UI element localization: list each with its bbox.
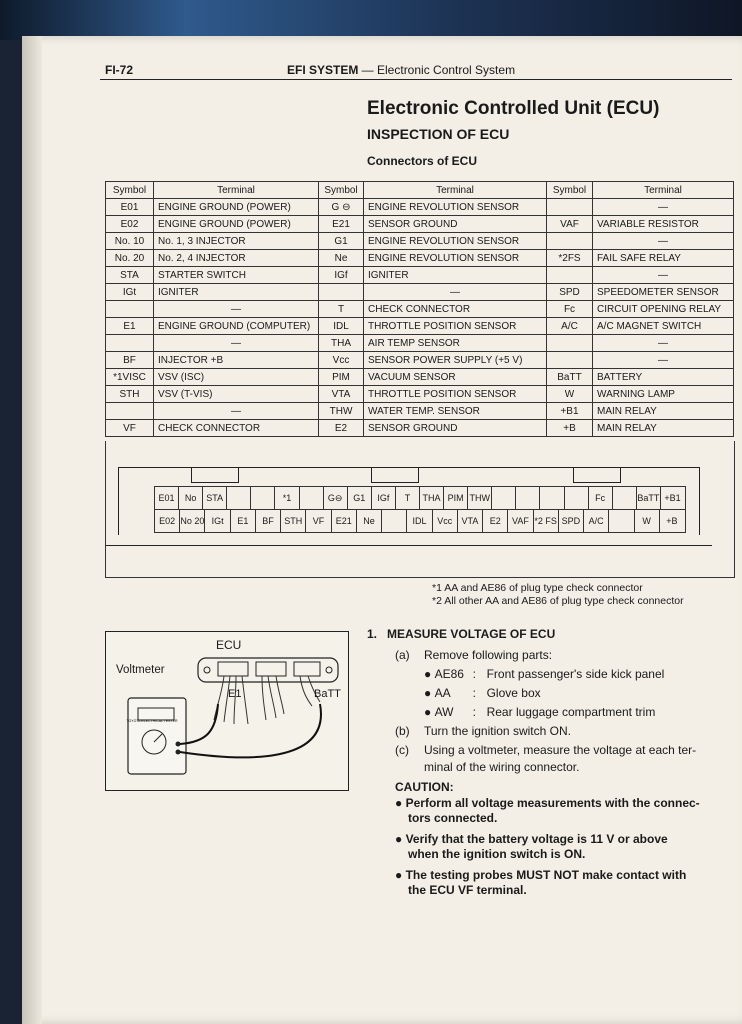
connector-diagram bbox=[105, 441, 735, 578]
symbol-cell: IGf bbox=[319, 267, 364, 284]
separator: : bbox=[472, 705, 476, 719]
symbol-cell: Ne bbox=[319, 250, 364, 267]
ecu-mount-hole bbox=[326, 667, 332, 673]
connector-pin: E02 bbox=[155, 510, 180, 532]
table-header-row bbox=[106, 182, 734, 199]
terminal-cell: No. 1, 3 INJECTOR bbox=[154, 233, 319, 250]
connector-pin: BF bbox=[256, 510, 281, 532]
symbol-cell: E2 bbox=[319, 420, 364, 437]
table-row bbox=[106, 369, 734, 386]
terminal-cell: INJECTOR +B bbox=[154, 352, 319, 369]
symbol-cell: THW bbox=[319, 403, 364, 420]
instruction-c bbox=[395, 741, 735, 760]
model-code: AW bbox=[434, 705, 454, 719]
terminal-cell: — bbox=[154, 301, 319, 318]
symbol-cell: E01 bbox=[106, 199, 154, 216]
connector-pin: *2 FS bbox=[534, 510, 559, 532]
connector-pin: G1 bbox=[348, 487, 372, 509]
terminal-cell: MAIN RELAY bbox=[593, 420, 734, 437]
ecu-connector bbox=[294, 662, 320, 676]
caution-line bbox=[395, 811, 740, 826]
connector-pin: Vcc bbox=[433, 510, 458, 532]
table-row bbox=[106, 352, 734, 369]
connector-table bbox=[105, 181, 734, 437]
connector-pin: W bbox=[635, 510, 660, 532]
caution-text: the ECU VF terminal. bbox=[408, 883, 527, 897]
step-instructions bbox=[395, 646, 735, 775]
table-row bbox=[106, 233, 734, 250]
terminal-cell: CIRCUIT OPENING RELAY bbox=[593, 301, 734, 318]
connector-pin bbox=[251, 487, 275, 509]
removal-item bbox=[395, 665, 735, 684]
symbol-cell: VF bbox=[106, 420, 154, 437]
connector-pin: +B bbox=[666, 516, 678, 526]
table-row bbox=[106, 403, 734, 420]
symbol-cell: BaTT bbox=[547, 369, 593, 386]
voltmeter-body bbox=[128, 698, 186, 774]
terminal-cell: VSV (T-VIS) bbox=[154, 386, 319, 403]
symbol-cell: No. 10 bbox=[106, 233, 154, 250]
terminal-cell: WATER TEMP. SENSOR bbox=[364, 403, 547, 420]
symbol-cell bbox=[547, 233, 593, 250]
connector-pin: STH bbox=[281, 510, 306, 532]
symbol-cell bbox=[106, 335, 154, 352]
connector-pin bbox=[516, 487, 540, 509]
terminal-cell: BATTERY bbox=[593, 369, 734, 386]
instruction-label: (c) bbox=[395, 743, 409, 757]
caution-item bbox=[395, 832, 740, 862]
symbol-cell bbox=[547, 267, 593, 284]
terminal-cell: — bbox=[593, 267, 734, 284]
caution-text: The testing probes MUST NOT make contact with bbox=[405, 868, 687, 882]
symbol-cell: Fc bbox=[547, 301, 593, 318]
manual-page bbox=[22, 36, 742, 1024]
symbol-cell: E02 bbox=[106, 216, 154, 233]
bullet-icon: ● bbox=[395, 796, 406, 810]
connector-pin: T bbox=[396, 487, 420, 509]
table-row bbox=[106, 199, 734, 216]
header-rule bbox=[100, 79, 732, 80]
bullet-icon: ● bbox=[424, 705, 435, 719]
symbol-cell: *2FS bbox=[547, 250, 593, 267]
connector-pin: IGt bbox=[205, 510, 230, 532]
terminal-cell: — bbox=[593, 352, 734, 369]
terminal-cell: — bbox=[154, 335, 319, 352]
terminal-cell: FAIL SAFE RELAY bbox=[593, 250, 734, 267]
caution-item bbox=[395, 868, 740, 898]
step-heading bbox=[367, 627, 555, 641]
instruction-label: (b) bbox=[395, 724, 410, 738]
table-row bbox=[106, 267, 734, 284]
instruction-text: Turn the ignition switch ON. bbox=[424, 724, 571, 738]
caution-text: when the ignition switch is ON. bbox=[408, 847, 586, 861]
voltmeter-label: Voltmeter bbox=[116, 664, 165, 676]
page-title: Electronic Controlled Unit (ECU) bbox=[367, 98, 660, 119]
running-header-section: EFI SYSTEM bbox=[287, 63, 359, 77]
instruction-text: minal of the wiring connector. bbox=[424, 760, 580, 774]
separator: : bbox=[472, 667, 476, 681]
symbol-cell: BF bbox=[106, 352, 154, 369]
symbol-cell: *1VISC bbox=[106, 369, 154, 386]
connector-pin: Fc bbox=[589, 487, 613, 509]
caution-heading: CAUTION: bbox=[395, 780, 454, 794]
instruction-c-continued bbox=[395, 760, 735, 775]
caution-item bbox=[395, 796, 740, 826]
connector-pin: BaTT bbox=[637, 487, 661, 509]
connector-pin: *1 bbox=[275, 487, 299, 509]
meter-brand-text: TOYOTA ELECTRICAL TESTER bbox=[126, 719, 178, 723]
terminal-cell: SENSOR GROUND bbox=[364, 216, 547, 233]
terminal-cell: IGNITER bbox=[364, 267, 547, 284]
symbol-cell: VAF bbox=[547, 216, 593, 233]
connector-pin bbox=[613, 487, 637, 509]
bullet-icon: ● bbox=[424, 667, 435, 681]
terminal-cell: CHECK CONNECTOR bbox=[154, 420, 319, 437]
connector-top-row bbox=[154, 486, 686, 510]
symbol-cell: SPD bbox=[547, 284, 593, 301]
symbol-cell: STA bbox=[106, 267, 154, 284]
connector-pin bbox=[540, 487, 564, 509]
symbol-cell bbox=[319, 284, 364, 301]
table-row bbox=[106, 216, 734, 233]
terminal-cell: — bbox=[593, 233, 734, 250]
table-row bbox=[106, 335, 734, 352]
separator: : bbox=[472, 686, 476, 700]
footnotes bbox=[432, 582, 684, 608]
connector-key-left bbox=[191, 467, 239, 483]
background-band bbox=[0, 0, 742, 40]
connector-pin: +B1 bbox=[664, 493, 681, 503]
terminal-cell: SPEEDOMETER SENSOR bbox=[593, 284, 734, 301]
bullet-icon: ● bbox=[395, 832, 406, 846]
caution-line bbox=[395, 832, 740, 847]
connector-pin bbox=[227, 487, 251, 509]
removal-item bbox=[395, 684, 735, 703]
table-header: Symbol bbox=[106, 182, 154, 199]
table-header: Symbol bbox=[319, 182, 364, 199]
running-header bbox=[287, 63, 515, 77]
caution-text: Verify that the battery voltage is 11 V or above bbox=[405, 832, 668, 846]
table-header: Terminal bbox=[154, 182, 319, 199]
terminal-cell: CHECK CONNECTOR bbox=[364, 301, 547, 318]
table-header: Symbol bbox=[547, 182, 593, 199]
symbol-cell: E21 bbox=[319, 216, 364, 233]
connector-pin: IDL bbox=[407, 510, 432, 532]
connector-pin bbox=[382, 510, 407, 532]
connector-base-line bbox=[106, 535, 712, 546]
instruction-a bbox=[395, 646, 735, 665]
terminal-cell: ENGINE REVOLUTION SENSOR bbox=[364, 250, 547, 267]
connector-pin: E2 bbox=[483, 510, 508, 532]
connector-pin bbox=[565, 487, 589, 509]
caution-list bbox=[395, 796, 740, 904]
ecu-mount-hole bbox=[204, 667, 210, 673]
terminal-cell: VACUUM SENSOR bbox=[364, 369, 547, 386]
connector-pin: E1 bbox=[231, 510, 256, 532]
table-header: Terminal bbox=[364, 182, 547, 199]
symbol-cell bbox=[547, 352, 593, 369]
symbol-cell: VTA bbox=[319, 386, 364, 403]
probe-lead-batt bbox=[180, 704, 321, 757]
terminal-cell: ENGINE GROUND (POWER) bbox=[154, 199, 319, 216]
symbol-cell: T bbox=[319, 301, 364, 318]
connector-key-middle bbox=[371, 467, 419, 483]
connector-pin bbox=[609, 510, 634, 532]
connectors-heading: Connectors of ECU bbox=[367, 154, 478, 168]
table-row bbox=[106, 250, 734, 267]
symbol-cell: STH bbox=[106, 386, 154, 403]
ecu-connector bbox=[218, 662, 248, 676]
connector-bottom-row bbox=[154, 509, 686, 533]
terminal-cell: THROTTLE POSITION SENSOR bbox=[364, 386, 547, 403]
caution-text: Perform all voltage measurements with the connec- bbox=[405, 796, 700, 810]
terminal-cell: STARTER SWITCH bbox=[154, 267, 319, 284]
connector-pin bbox=[300, 487, 324, 509]
table-row bbox=[106, 284, 734, 301]
caution-line bbox=[395, 868, 740, 883]
symbol-cell: THA bbox=[319, 335, 364, 352]
terminal-cell: — bbox=[593, 335, 734, 352]
connector-pin: IGf bbox=[372, 487, 396, 509]
symbol-cell bbox=[106, 301, 154, 318]
connector-pin: PIM bbox=[444, 487, 468, 509]
terminal-cell: VSV (ISC) bbox=[154, 369, 319, 386]
terminal-cell: ENGINE REVOLUTION SENSOR bbox=[364, 233, 547, 250]
connector-key-right bbox=[573, 467, 621, 483]
connector-pin: A/C bbox=[584, 510, 609, 532]
table-row bbox=[106, 386, 734, 403]
symbol-cell bbox=[106, 403, 154, 420]
connector-pin: E01 bbox=[155, 487, 179, 509]
table-row bbox=[106, 318, 734, 335]
connector-pin: STA bbox=[203, 487, 227, 509]
symbol-cell: +B1 bbox=[547, 403, 593, 420]
terminal-cell: MAIN RELAY bbox=[593, 403, 734, 420]
connector-pin: VAF bbox=[508, 510, 533, 532]
symbol-cell: IGt bbox=[106, 284, 154, 301]
table-header: Terminal bbox=[593, 182, 734, 199]
terminal-cell: SENSOR GROUND bbox=[364, 420, 547, 437]
terminal-cell: WARNING LAMP bbox=[593, 386, 734, 403]
model-code: AA bbox=[434, 686, 451, 700]
terminal-cell: — bbox=[154, 403, 319, 420]
probe-jack bbox=[176, 750, 181, 755]
step-number: 1. bbox=[367, 627, 378, 641]
symbol-cell: W bbox=[547, 386, 593, 403]
terminal-cell: — bbox=[593, 199, 734, 216]
symbol-cell: Vcc bbox=[319, 352, 364, 369]
instruction-text: Using a voltmeter, measure the voltage at each ter- bbox=[424, 743, 697, 757]
terminal-cell: ENGINE GROUND (POWER) bbox=[154, 216, 319, 233]
terminal-cell: ENGINE REVOLUTION SENSOR bbox=[364, 199, 547, 216]
connector-pin: THA bbox=[420, 487, 444, 509]
ecu-connector bbox=[256, 662, 286, 676]
voltmeter-figure bbox=[105, 631, 349, 791]
bullet-icon: ● bbox=[395, 868, 406, 882]
probe-jack bbox=[176, 742, 181, 747]
caution-line bbox=[395, 883, 740, 898]
terminal-cell: VARIABLE RESISTOR bbox=[593, 216, 734, 233]
footnote-1: *1 AA and AE86 of plug type check connector bbox=[432, 582, 643, 594]
caution-text: tors connected. bbox=[408, 811, 498, 825]
connector-pin: No 20 bbox=[180, 510, 205, 532]
symbol-cell bbox=[547, 335, 593, 352]
terminal-cell: ENGINE GROUND (COMPUTER) bbox=[154, 318, 319, 335]
symbol-cell: G ⊖ bbox=[319, 199, 364, 216]
part-name: Rear luggage compartment trim bbox=[486, 705, 656, 719]
page-subtitle: INSPECTION OF ECU bbox=[367, 126, 510, 142]
page-spine bbox=[22, 36, 42, 1024]
instruction-text: Remove following parts: bbox=[424, 648, 553, 662]
terminal-cell: SENSOR POWER SUPPLY (+5 V) bbox=[364, 352, 547, 369]
ecu-label: ECU bbox=[216, 638, 242, 652]
connector-pin: G⊖ bbox=[324, 487, 348, 509]
part-name: Front passenger's side kick panel bbox=[486, 667, 665, 681]
part-name: Glove box bbox=[486, 686, 541, 700]
caution-line bbox=[395, 796, 740, 811]
step-title: MEASURE VOLTAGE OF ECU bbox=[387, 627, 556, 641]
table-row bbox=[106, 301, 734, 318]
symbol-cell: E1 bbox=[106, 318, 154, 335]
terminal-cell: A/C MAGNET SWITCH bbox=[593, 318, 734, 335]
caution-line bbox=[395, 847, 740, 862]
removal-item bbox=[395, 703, 735, 722]
footnote-2: *2 All other AA and AE86 of plug type check connector bbox=[432, 595, 684, 607]
connector-pin: No bbox=[179, 487, 203, 509]
e1-label: E1 bbox=[228, 688, 242, 700]
symbol-cell: A/C bbox=[547, 318, 593, 335]
terminal-cell: AIR TEMP SENSOR bbox=[364, 335, 547, 352]
connector-pin bbox=[492, 487, 516, 509]
connector-pin: SPD bbox=[559, 510, 584, 532]
connector-pin: VTA bbox=[458, 510, 483, 532]
symbol-cell: G1 bbox=[319, 233, 364, 250]
connector-pin: E21 bbox=[332, 510, 357, 532]
symbol-cell bbox=[547, 199, 593, 216]
symbol-cell: IDL bbox=[319, 318, 364, 335]
terminal-cell: IGNITER bbox=[154, 284, 319, 301]
connector-pin: VF bbox=[306, 510, 331, 532]
table-row bbox=[106, 420, 734, 437]
page-number: FI-72 bbox=[105, 63, 134, 77]
batt-label: BaTT bbox=[314, 688, 341, 700]
symbol-cell: No. 20 bbox=[106, 250, 154, 267]
terminal-cell: THROTTLE POSITION SENSOR bbox=[364, 318, 547, 335]
connector-pin: Ne bbox=[357, 510, 382, 532]
running-header-subsection: — Electronic Control System bbox=[358, 63, 516, 77]
instruction-label: (a) bbox=[395, 648, 410, 662]
symbol-cell: PIM bbox=[319, 369, 364, 386]
voltmeter-illustration bbox=[106, 632, 348, 790]
connector-pin: THW bbox=[468, 487, 492, 509]
instruction-b bbox=[395, 722, 735, 741]
terminal-cell: — bbox=[364, 284, 547, 301]
symbol-cell: +B bbox=[547, 420, 593, 437]
model-code: AE86 bbox=[434, 667, 464, 681]
bullet-icon: ● bbox=[424, 686, 435, 700]
wire-harness bbox=[214, 676, 320, 724]
terminal-cell: No. 2, 4 INJECTOR bbox=[154, 250, 319, 267]
